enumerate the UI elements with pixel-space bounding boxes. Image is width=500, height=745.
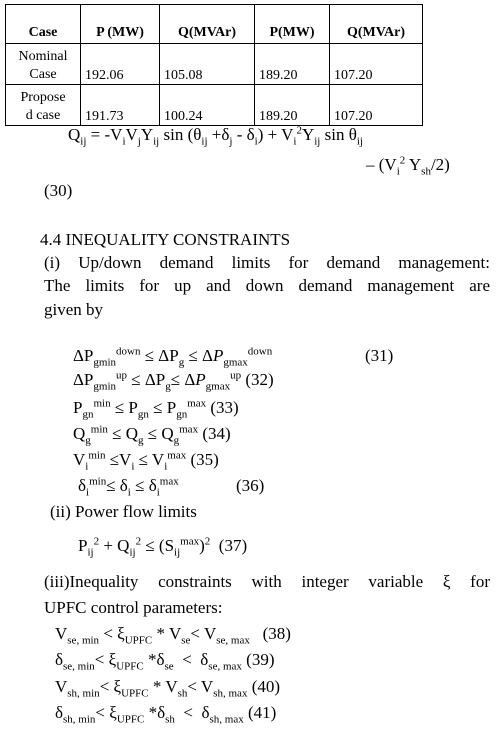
equation-37: $P_{ij}^2 + Q_{ij}^2 \le (S_{ij}^{max})^2$ (37) xyxy=(78,535,248,559)
equation-30-line2: – ($V_i^2$ $Y_{sh}/2$) xyxy=(366,154,450,178)
equation-39-number: (39) xyxy=(246,650,275,669)
table-cell: 192.06 xyxy=(81,44,160,85)
table-cell: 107.20 xyxy=(330,85,423,126)
equation-31-number: (31) xyxy=(365,346,394,365)
equation-35-number: (35) xyxy=(190,450,219,469)
table-cell: 105.08 xyxy=(160,44,255,85)
paragraph-line: (ii) Power flow limits xyxy=(50,502,197,521)
equation-40-number: (40) xyxy=(251,677,281,696)
table-header-row xyxy=(6,5,423,44)
table-cell: 191.73 xyxy=(81,85,160,126)
equation-32: $\Delta P_{gmin}^{up} \le \Delta P_g\le \Delta P_{gmax}^{up}$ (32) xyxy=(73,369,274,393)
paragraph-line: given by xyxy=(44,300,104,319)
equation-32-number: (32) xyxy=(245,370,274,389)
section-heading: 4.4 INEQUALITY CONSTRAINTS xyxy=(40,230,291,249)
paragraph-line: (i) Up/down demand limits for demand management: xyxy=(44,253,490,272)
equation-38: $V_{se, min} < \xi_{UPFC} * V_{se}< V_{se, max}$ (38) xyxy=(55,624,291,647)
equation-34: $Q_g^{min} \le Q_g \le Q_g^{max}$ (34) xyxy=(73,423,231,447)
row-case-proposed: Propose d case xyxy=(6,85,81,126)
table-row xyxy=(6,85,423,126)
table-cell: 189.20 xyxy=(255,44,330,85)
row-case-nominal: Nominal Case xyxy=(6,44,81,85)
equation-36-number: (36) xyxy=(236,476,265,495)
equation-33: $P_{gn}^{min} \le P_{gn} \le P_{gn}^{max}$ (33) xyxy=(73,397,239,421)
header-q-2: Q(MVAr) xyxy=(330,5,423,44)
paragraph-line: (iii)Inequality constraints with integer variable ξ for xyxy=(44,572,490,591)
table-cell: 107.20 xyxy=(330,44,423,85)
table-row xyxy=(6,44,423,85)
header-q-1: Q(MVAr) xyxy=(160,5,255,44)
results-table xyxy=(5,4,423,126)
equation-33-number: (33) xyxy=(210,398,239,417)
equation-40: $V_{sh, min}< \xi_{UPFC} * V_{sh}< V_{sh, max}$ (40) xyxy=(55,677,281,700)
equation-41: $\delta_{sh, min}< \xi_{UPFC}$ $*\delta_{sh} < \delta_{sh, max}$ (41) xyxy=(55,703,277,726)
header-p-2: P(MW) xyxy=(255,5,330,44)
equation-31: $\Delta P_{gmin}^{down} \le \Delta P_g \le \Delta P_{gmax}^{down}$ xyxy=(73,345,273,369)
equation-39: $\delta_{se, min}< \xi_{UPFC}$ $*\delta_{se} < \delta_{se, max}$ (39) xyxy=(55,650,275,673)
equation-30-line1: $Q_{ij} = -V_iV_jY_{ij}$ $\sin (\theta_{ij} +\delta_j - \delta_i) + V_i^2Y_{ij}$ $\sin \theta_{ij}$ xyxy=(68,124,363,148)
equation-36: $\delta_i^{min}\le \delta_i \le \delta_i^{max}$ xyxy=(78,475,179,499)
equation-41-number: (41) xyxy=(248,703,277,722)
equation-34-number: (34) xyxy=(202,424,231,443)
equation-38-number: (38) xyxy=(262,624,291,643)
table-cell: 189.20 xyxy=(255,85,330,126)
equation-37-number: (37) xyxy=(218,536,248,555)
equation-35: $V_i^{min} \le V_i \le V_i^{max}$ (35) xyxy=(73,449,219,473)
paragraph-line: The limits for up and down demand management are xyxy=(44,276,490,295)
equation-30-number: (30) xyxy=(44,181,73,200)
table-cell: 100.24 xyxy=(160,85,255,126)
header-p-1: P (MW) xyxy=(81,5,160,44)
header-case: Case xyxy=(6,5,81,44)
paragraph-line: UPFC control parameters: xyxy=(44,598,223,617)
